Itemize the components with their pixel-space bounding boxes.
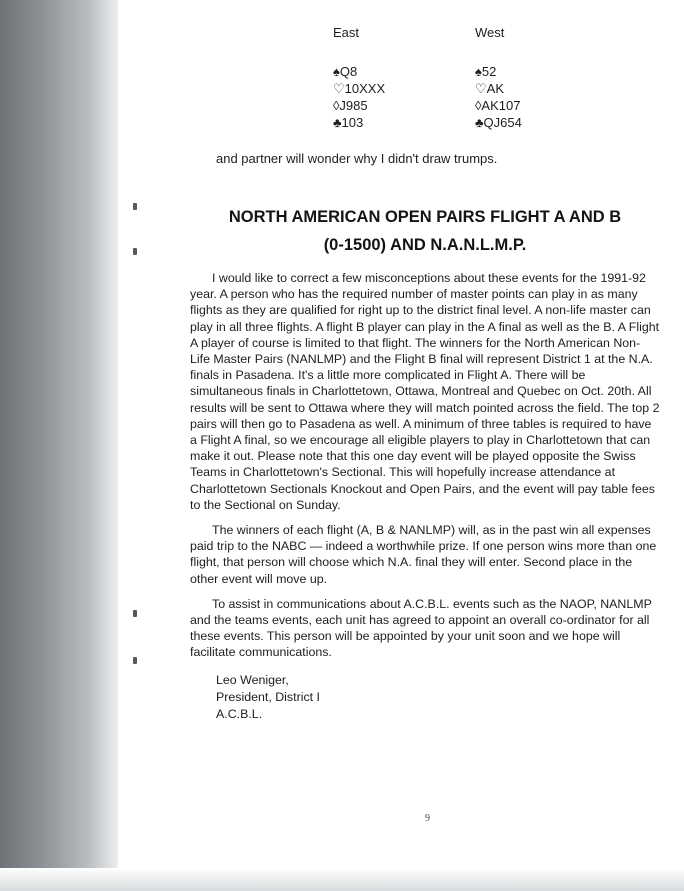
- east-hand: [333, 24, 463, 131]
- west-spades: ♠52: [475, 64, 497, 79]
- east-clubs: ♣103: [333, 115, 364, 130]
- east-spades: ♠Q8: [333, 64, 358, 79]
- west-hand: [475, 24, 605, 131]
- signature-block: [216, 672, 320, 723]
- west-hearts: ♡AK: [475, 81, 504, 96]
- heading-line-2: (0-1500) AND N.A.N.L.M.P.: [323, 236, 527, 254]
- binding-hole-mark: [133, 610, 137, 617]
- signature-name: Leo Weniger,: [216, 673, 289, 687]
- west-clubs: ♣QJ654: [475, 115, 522, 130]
- article-heading: [190, 203, 660, 259]
- east-diamonds: ◊J985: [333, 98, 368, 113]
- east-hearts: ♡10XXX: [333, 81, 386, 96]
- scan-shadow-left: [0, 0, 125, 891]
- heading-line-1: NORTH AMERICAN OPEN PAIRS FLIGHT A AND B: [228, 208, 622, 226]
- paragraph: The winners of each flight (A, B & NANLMP) will, as in the past win all expenses paid trip to the NABC — indeed a worthwhile prize. If one person wins more than one flight, that person will choose which N.A. final they will enter. Second place in the other event will move up.: [190, 523, 657, 586]
- signature-title: President, District I: [216, 690, 320, 704]
- binding-hole-mark: [133, 657, 137, 664]
- east-label: East: [333, 25, 360, 40]
- page-number: 9: [425, 813, 430, 824]
- west-diamonds: ◊AK107: [475, 98, 521, 113]
- west-label: West: [475, 25, 505, 40]
- paragraph: I would like to correct a few misconceptions about these events for the 1991-92 year. A person who has the required number of master points can play in as many flights as they are qualified for right up to the district final level. A non-life master can play in all three flights. A flight B player can play in the A final as well as the B. A Flight A player of course is limited to that flight. The winners for the North American Non-Life Master Pairs (NANLMP) and the Flight B final will represent District 1 at the N.A. finals in Pasadena. It's a little more complicated in Flight A. There will be simultaneous finals in Charlottetown, Ottawa, Montreal and Quebec on Oct. 20th. All results will be sent to Ottawa where they will match pointed across the field. The top 2 pairs will then go to Pasadena as well. A minimum of three tables is required to have a Flight A final, so we encourage all eligible players to play in Charlottetown that can make it out. Please note that this one day event will be played opposite the Swiss Teams in Charlottetown's Sectional. This will hopefully increase attendance at Charlottetown Sectionals Knockout and Open Pairs, and the event will pay table fees to the Sectional on Sunday.: [190, 271, 660, 512]
- closing-line: and partner will wonder why I didn't draw trumps.: [216, 151, 498, 166]
- scan-shadow-bottom: [0, 868, 684, 891]
- article-body: [190, 270, 660, 670]
- binding-hole-mark: [133, 248, 137, 255]
- binding-hole-mark: [133, 203, 137, 210]
- paragraph: To assist in communications about A.C.B.L. events such as the NAOP, NANLMP and the teams events, each unit has agreed to appoint an overall co-ordinator for all these events. This person will be appointed by your unit soon and we hope will facilitate communications.: [190, 596, 652, 660]
- signature-org: A.C.B.L.: [216, 707, 263, 721]
